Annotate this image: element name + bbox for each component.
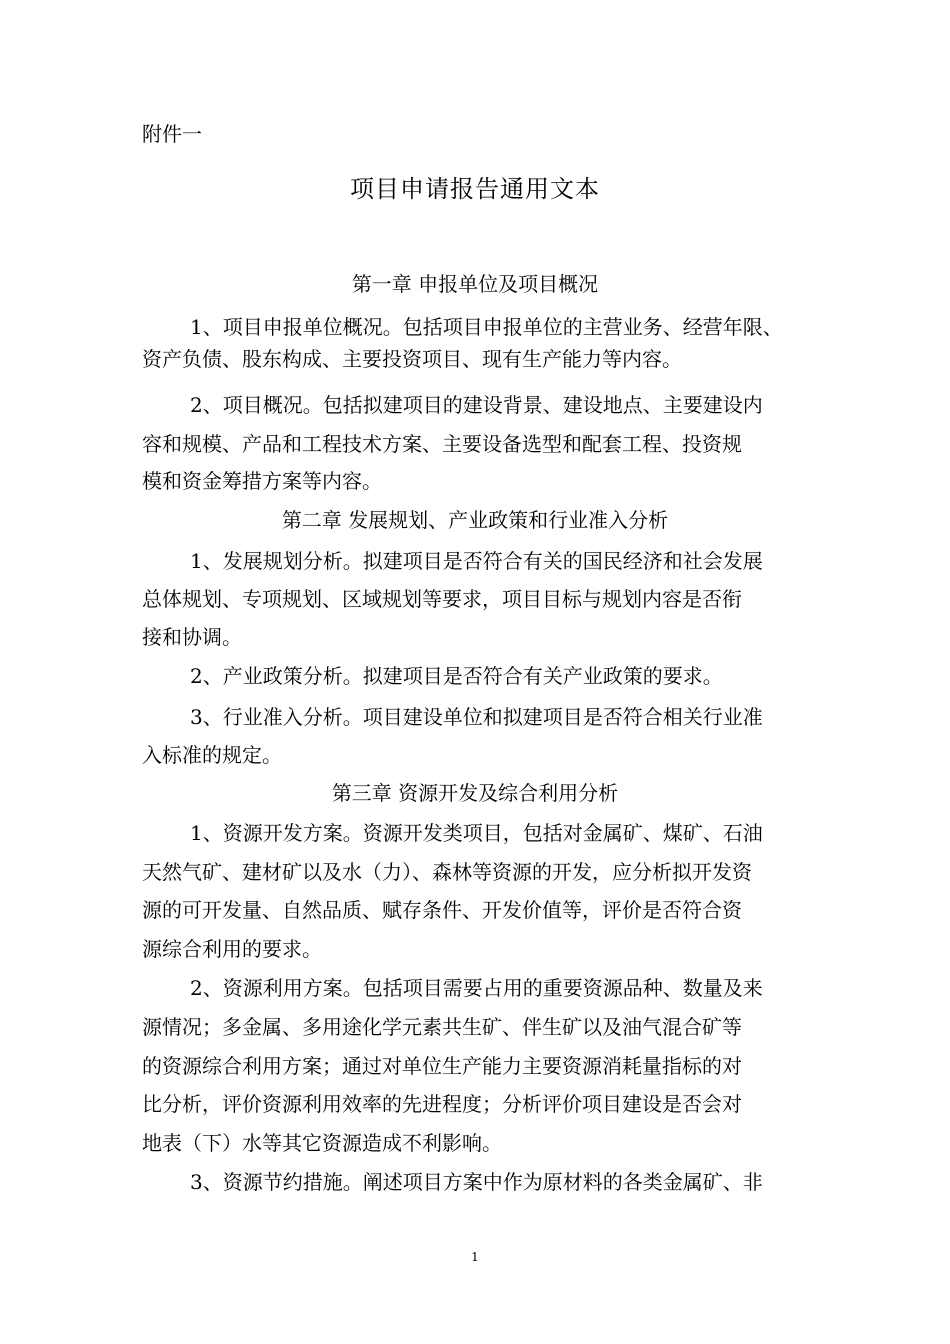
chapter-3-item-2-line-2: 源情况；多金属、多用途化学元素共生矿、伴生矿以及油气混合矿等 <box>142 1015 742 1039</box>
chapter-3-item-3-line-1: 3、资源节约措施。阐述项目方案中作为原材料的各类金属矿、非 <box>190 1170 763 1194</box>
chapter-3-item-1-line-1: 1、资源开发方案。资源开发类项目，包括对金属矿、煤矿、石油 <box>190 821 763 845</box>
chapter-1-item-1-line-2: 资产负债、股东构成、主要投资项目、现有生产能力等内容。 <box>142 347 682 371</box>
chapter-2-item-3-line-1: 3、行业准入分析。项目建设单位和拟建项目是否符合相关行业准 <box>190 705 763 729</box>
chapter-3-item-2-line-5: 地表（下）水等其它资源造成不利影响。 <box>142 1131 502 1155</box>
chapter-3-heading: 第三章 资源开发及综合利用分析 <box>331 781 619 805</box>
chapter-3-item-1-line-4: 源综合利用的要求。 <box>142 937 322 961</box>
chapter-1-heading: 第一章 申报单位及项目概况 <box>351 272 599 296</box>
chapter-2-item-1-line-3: 接和协调。 <box>142 625 242 649</box>
annex-label: 附件一 <box>142 122 202 146</box>
chapter-3-item-2-line-4: 比分析，评价资源利用效率的先进程度；分析评价项目建设是否会对 <box>142 1092 742 1116</box>
chapter-3-item-2-line-1: 2、资源利用方案。包括项目需要占用的重要资源品种、数量及来 <box>190 976 763 1000</box>
chapter-3-item-1-line-2: 天然气矿、建材矿以及水（力）、森林等资源的开发，应分析拟开发资 <box>142 860 752 884</box>
chapter-2-item-3-line-2: 入标准的规定。 <box>142 743 282 767</box>
chapter-3-item-2-line-3: 的资源综合利用方案；通过对单位生产能力主要资源消耗量指标的对 <box>142 1054 742 1078</box>
page-number: 1 <box>471 1250 479 1264</box>
chapter-2-item-2-line-1: 2、产业政策分析。拟建项目是否符合有关产业政策的要求。 <box>190 664 723 688</box>
chapter-3-item-1-line-3: 源的可开发量、自然品质、赋存条件、开发价值等，评价是否符合资 <box>142 898 742 922</box>
chapter-2-heading: 第二章 发展规划、产业政策和行业准入分析 <box>281 508 669 532</box>
document-title: 项目申请报告通用文本 <box>350 175 600 203</box>
chapter-1-item-1-line-1: 1、项目申报单位概况。包括项目申报单位的主营业务、经营年限、 <box>190 315 783 339</box>
chapter-1-item-2-line-2: 容和规模、产品和工程技术方案、主要设备选型和配套工程、投资规 <box>142 432 742 456</box>
chapter-1-item-2-line-3: 模和资金筹措方案等内容。 <box>142 469 382 493</box>
chapter-2-item-1-line-1: 1、发展规划分析。拟建项目是否符合有关的国民经济和社会发展 <box>190 549 763 573</box>
chapter-1-item-2-line-1: 2、项目概况。包括拟建项目的建设背景、建设地点、主要建设内 <box>190 393 763 417</box>
chapter-2-item-1-line-2: 总体规划、专项规划、区域规划等要求，项目目标与规划内容是否衔 <box>142 587 742 611</box>
